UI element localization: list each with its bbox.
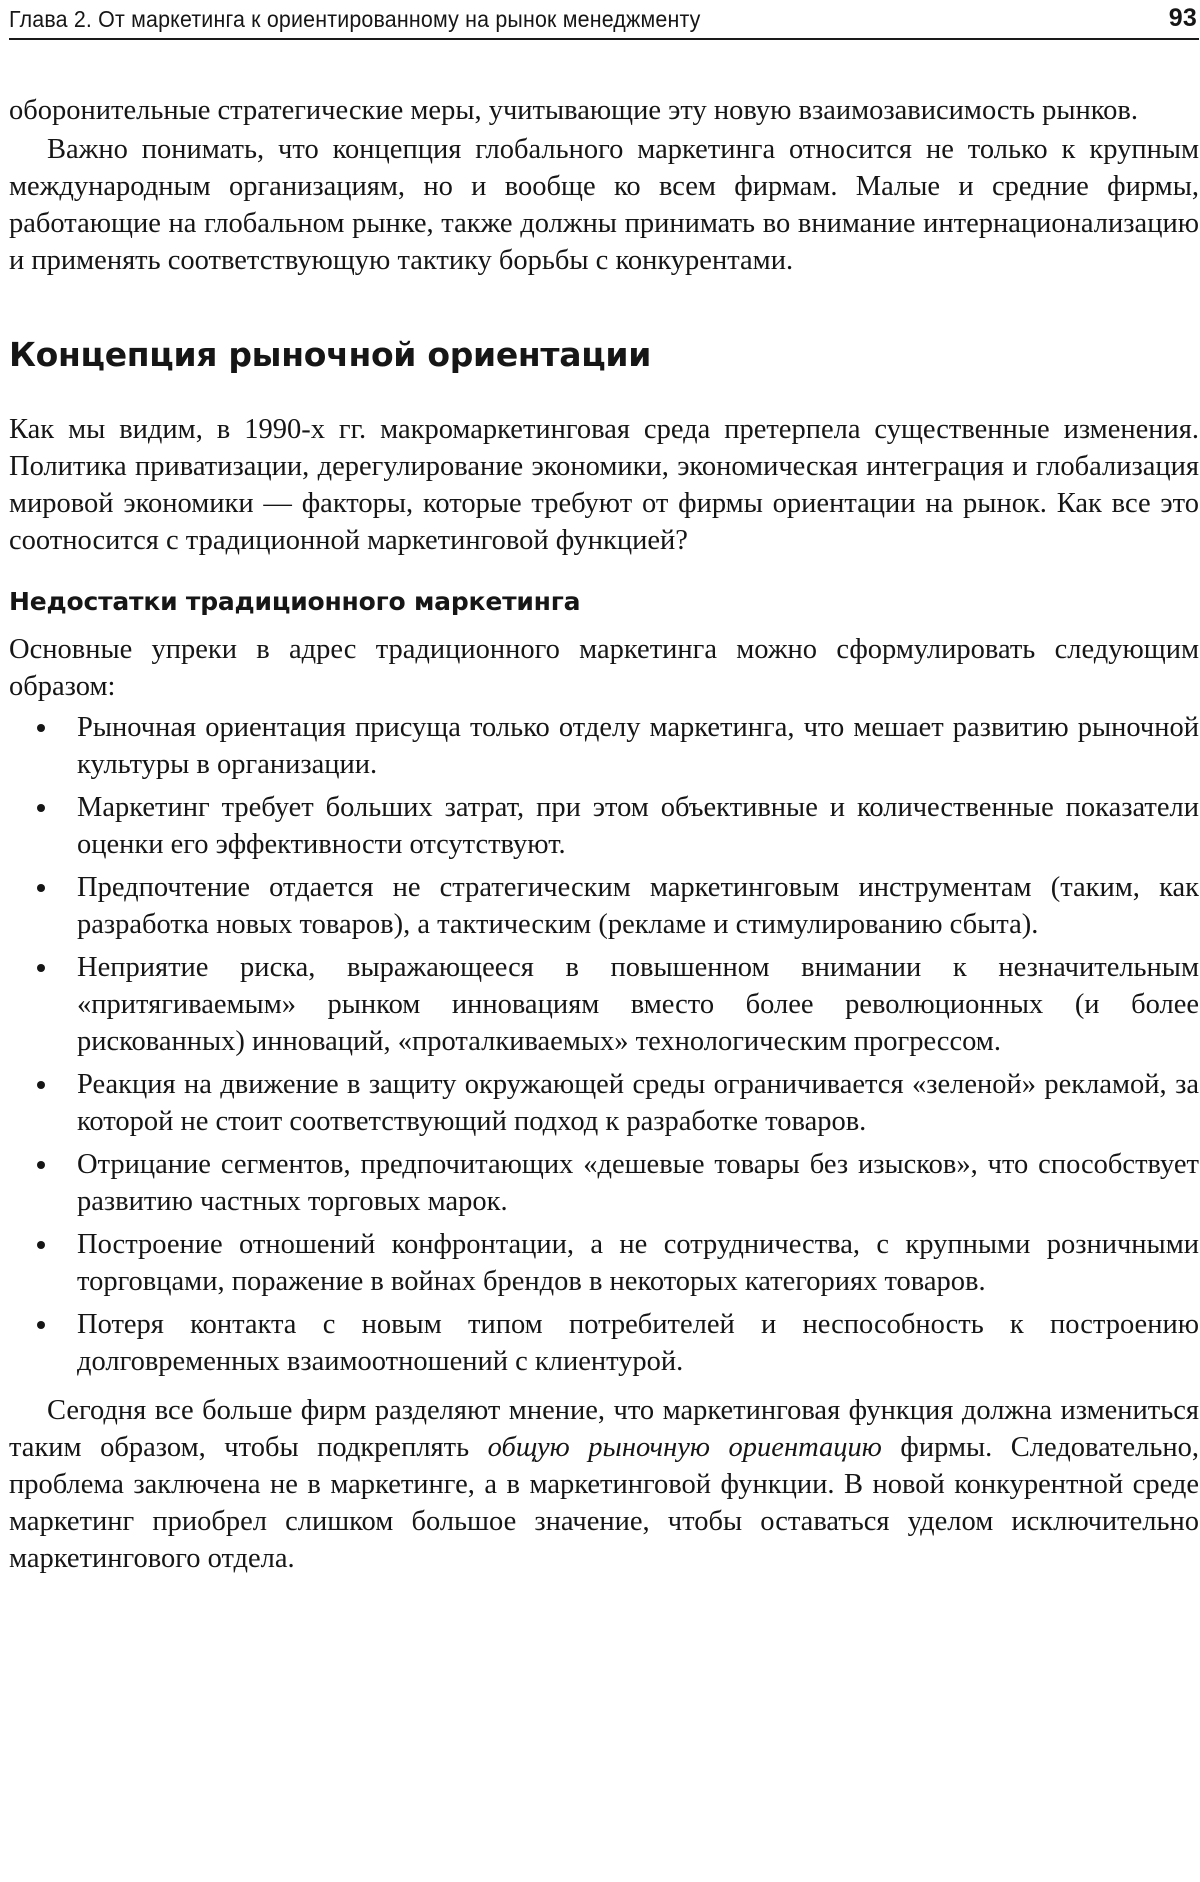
list-item-text: Неприятие риска, выражающееся в повышенном внимании к незначительным «притягиваемым» рынком инновациям вместо более революционных (и более рискованных) инноваций, «проталкиваемых» технологическим прогрессом. [77,952,1199,1057]
list-item [77,789,1199,863]
bullet-icon [37,964,45,972]
list-item [77,869,1199,943]
list-item-text: Построение отношений конфронтации, а не сотрудничества, с крупными розничными торговцами, поражение в войнах брендов в некоторых категориях товаров. [77,1229,1199,1297]
list-item-text: Рыночная ориентация присуща только отделу маркетинга, что мешает развитию рыночной культуры в организации. [77,712,1199,780]
bullet-icon [37,1241,45,1249]
list-item [77,709,1199,783]
list-item-text: Маркетинг требует больших затрат, при этом объективные и количественные показатели оценки его эффективности отсутствуют. [77,792,1199,860]
conclusion-text-start: Сегодня все больше фирм разделяют мнение, что маркетинговая функция должна измениться таким образом, чтобы подкреплять [9,1395,1199,1463]
page-number: 93 [1168,4,1197,32]
bullet-icon [37,804,45,812]
list-item [77,1146,1199,1220]
section-title: Концепция рыночной ориентации [9,335,652,374]
list-item-text: Отрицание сегментов, предпочитающих «дешевые товары без изысков», что способствует развитию частных торговых марок. [77,1149,1199,1217]
bullet-icon [37,1161,45,1169]
list-item [77,1066,1199,1140]
chapter-title: Глава 2. От маркетинга к ориентированному на рынок менеджменту [9,6,701,32]
list-item [77,949,1199,1060]
book-page [9,0,1199,1577]
paragraph-conclusion [9,1392,1199,1577]
criticism-list [9,709,1199,1380]
list-item-text: Предпочтение отдается не стратегическим маркетинговым инструментам (таким, как разработка новых товаров), а тактическим (рекламе и стимулированию сбыта). [77,872,1199,940]
running-header [9,0,1199,40]
list-item-text: Реакция на движение в защиту окружающей среды ограничивается «зеленой» рекламой, за которой не стоит соответствующий подход к разработке товаров. [77,1069,1199,1137]
emphasized-phrase: общую рыночную ориентацию [487,1432,882,1463]
bullet-icon [37,884,45,892]
page-body [9,92,1199,1577]
list-item-text: Потеря контакта с новым типом потребителей и неспособность к построению долговременных взаимоотношений с клиентурой. [77,1309,1199,1377]
paragraph-global-marketing: Важно понимать, что концепция глобального маркетинга относится не только к крупным международным организациям, но и вообще ко всем фирмам. Малые и средние фирмы, работающие на глобальном рынке, также должны принимать во внимание интернационализацию и применять соответствующую тактику борьбы с конкурентами. [9,134,1199,276]
subsection-title: Недостатки традиционного маркетинга [9,587,581,616]
conclusion-text-end: фирмы. Следовательно, проблема заключена не в маркетинге, а в маркетинговой функции. В новой конкурентной среде маркетинг приобрел слишком большое значение, чтобы оставаться уделом исключительно маркетингового отдела. [9,1432,1199,1574]
list-item [77,1226,1199,1300]
paragraph-section-intro: Как мы видим, в 1990-х гг. макромаркетинговая среда претерпела существенные изменения. Политика приватизации, дерегулирование экономики, экономическая интеграция и глобализация мировой экономики — факторы, которые требуют от фирмы ориентации на рынок. Как все это соотносится с традиционной маркетинговой функцией? [9,414,1199,556]
paragraph-continued: оборонительные стратегические меры, учитывающие эту новую взаимозависимость рынков. [9,95,1139,126]
bullet-icon [37,724,45,732]
bullet-icon [37,1321,45,1329]
list-item [77,1306,1199,1380]
paragraph-list-intro: Основные упреки в адрес традиционного маркетинга можно сформулировать следующим образом: [9,634,1199,702]
bullet-icon [37,1081,45,1089]
